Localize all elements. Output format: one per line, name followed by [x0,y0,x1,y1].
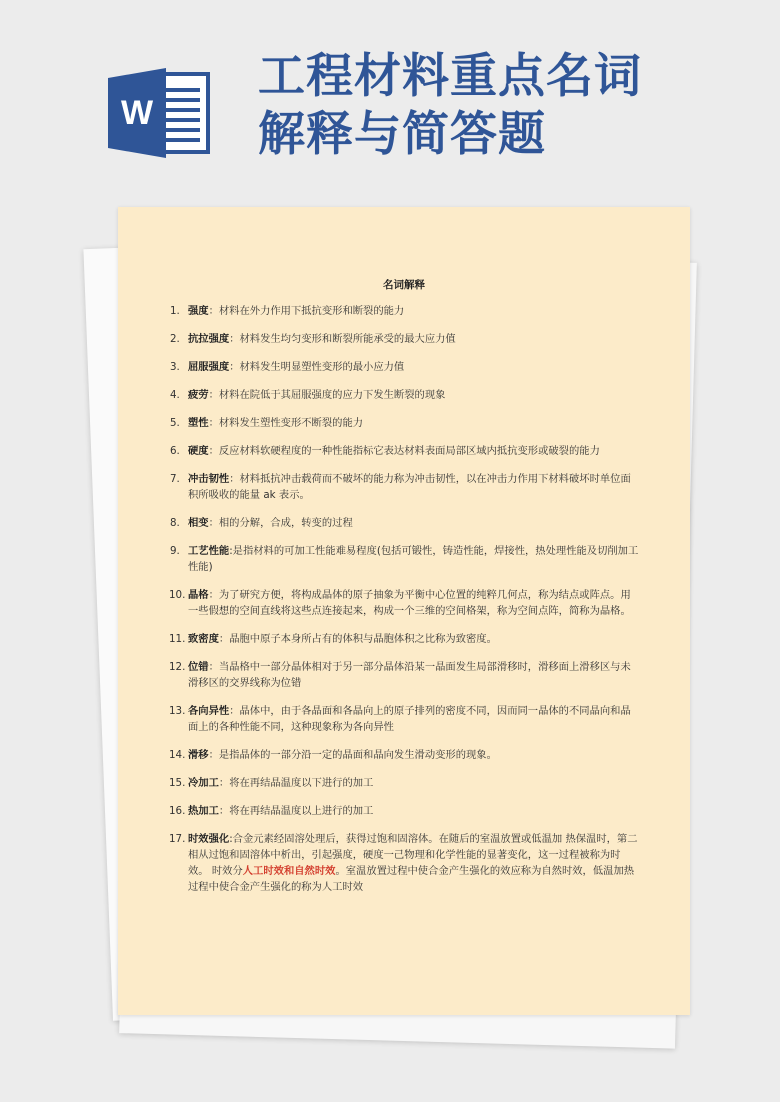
list-item: 5. 塑性：材料发生塑性变形不断裂的能力 [170,417,364,429]
list-item: 1. 强度：材料在外力作用下抵抗变形和断裂的能力 [170,305,405,317]
term-definition: 材料抵抗冲击载荷而不破坏的能力称为冲击韧性，以在冲击力作用下材料破坏时单位面积所吸收的能量 ak 表示。 [188,473,631,501]
term-name: 各向异性 [188,705,230,717]
list-item: 9. 工艺性能:是指材料的可加工性能难易程度(包括可锻性，铸造性能，焊接性，热处理性能及切削加工性能) [170,545,639,573]
term-definition: 当晶格中一部分晶体相对于另一部分晶体沿某一晶面发生局部滑移时，滑移面上滑移区与未滑移区的交界线称为位错 [188,661,631,689]
term-name: 时效强化 [188,833,230,845]
list-item: 3. 屈服强度：材料发生明显塑性变形的最小应力值 [170,361,405,373]
term-name: 强度 [188,305,209,317]
term-definition-cont: 。室温放置过程中使合金产生强化的效应称为自然时效，低温加热过程中使合金产生强化的称为人工时效 [188,865,635,893]
term-name: 冷加工 [188,777,219,789]
term-name: 晶格 [188,589,209,601]
term-name: 位错 [188,661,209,673]
list-item: 12. 位错：当晶格中一部分晶体相对于另一部分晶体沿某一晶面发生局部滑移时，滑移面上滑移区与未滑移区的交界线称为位错 [169,661,631,689]
term-definition: 材料发生均匀变形和断裂所能承受的最大应力值 [239,333,456,345]
term-definition: 为了研究方便，将构成晶体的原子抽象为平衡中心位置的纯粹几何点，称为结点或阵点。用一些假想的空间直线将这些点连接起来，构成一个三维的空间格架，称为空间点阵，简称为晶格。 [188,589,631,617]
term-definition: 是指晶体的一部分沿一定的晶面和晶向发生滑动变形的现象。 [218,749,497,761]
term-name: 塑性 [188,417,209,429]
document-page [118,207,690,1015]
term-definition: 将在再结晶温度以上进行的加工 [229,805,374,817]
list-item: 14. 滑移：是指晶体的一部分沿一定的晶面和晶向发生滑动变形的现象。 [169,749,497,761]
term-definition: 材料发生明显塑性变形的最小应力值 [239,361,405,373]
term-definition: 晶胞中原子本身所占有的体积与晶胞体积之比称为致密度。 [229,633,497,645]
term-name: 屈服强度 [188,361,230,373]
list-item: 15. 冷加工：将在再结晶温度以下进行的加工 [169,777,374,789]
term-name: 冲击韧性 [188,473,230,485]
term-definition: 合金元素经固溶处理后，获得过饱和固溶体。在随后的室温放置或低温加 热保温时，第二相从过饱和固溶体中析出，引起强度，硬度一己物理和化学性能的显著变化，这一过程被称为时效。 时效分 [188,833,638,877]
term-name: 热加工 [188,805,219,817]
list-item: 10. 晶格：为了研究方便，将构成晶体的原子抽象为平衡中心位置的纯粹几何点，称为结点或阵点。用一些假想的空间直线将这些点连接起来，构成一个三维的空间格架，称为空间点阵，简称为晶格。 [169,589,631,617]
document-heading: 名词解释 [383,279,425,291]
term-list [170,303,640,907]
term-name: 滑移 [188,749,209,761]
term-definition: 是指材料的可加工性能难易程度(包括可锻性，铸造性能，焊接性，热处理性能及切削加工性能) [188,545,639,573]
term-definition: 将在再结晶温度以下进行的加工 [229,777,374,789]
term-definition: 材料在院低于其屈服强度的应力下发生断裂的现象 [218,389,446,401]
term-definition: 晶体中，由于各晶面和各晶向上的原子排列的密度不同，因而同一晶体的不同晶向和晶面上的各种性能不同，这种现象称为各向异性 [188,705,631,733]
term-name: 致密度 [188,633,219,645]
list-item: 7. 冲击韧性：材料抵抗冲击载荷而不破坏的能力称为冲击韧性，以在冲击力作用下材料破坏时单位面积所吸收的能量 ak 表示。 [170,473,631,501]
word-app-icon [108,68,210,158]
list-item: 11. 致密度：晶胞中原子本身所占有的体积与晶胞体积之比称为致密度。 [169,633,497,645]
list-item: 8. 相变：相的分解，合成，转变的过程 [170,517,353,529]
term-name: 疲劳 [188,389,209,401]
list-item: 13. 各向异性：晶体中，由于各晶面和各晶向上的原子排列的密度不同，因而同一晶体的不同晶向和晶面上的各种性能不同，这种现象称为各向异性 [169,705,631,733]
list-item: 16. 热加工：将在再结晶温度以上进行的加工 [169,805,374,817]
list-item: 6. 硬度：反应材料软硬程度的一种性能指标它表达材料表面局部区域内抵抗变形或破裂的能力 [170,445,600,457]
list-item: 2. 抗拉强度：材料发生均匀变形和断裂所能承受的最大应力值 [170,333,456,345]
term-definition: 反应材料软硬程度的一种性能指标它表达材料表面局部区域内抵抗变形或破裂的能力 [218,445,600,457]
highlighted-text: 人工时效和自然时效 [242,865,336,877]
title-line-2: 解释与简答题 [258,107,546,162]
logo-letter: W [120,94,154,132]
term-definition: 相的分解，合成，转变的过程 [218,517,353,529]
term-name: 工艺性能 [188,545,230,557]
title-line-1: 工程材料重点名词 [258,49,642,104]
term-name: 相变 [188,517,209,529]
list-item: 17. 时效强化:合金元素经固溶处理后，获得过饱和固溶体。在随后的室温放置或低温加 热保温时，第二相从过饱和固溶体中析出，引起强度，硬度一己物理和化学性能的显著变化，这一过程被称为时效。 时效分人工时效和自然时效。室温放置过程中使合金产生强化的效应称为自然时效，低温加热过程中使合金产生强化的称为人工时效 [169,833,638,893]
term-name: 抗拉强度 [188,333,230,345]
term-definition: 材料发生塑性变形不断裂的能力 [218,417,364,429]
page-title [258,48,642,164]
term-name: 硬度 [188,445,209,457]
term-definition: 材料在外力作用下抵抗变形和断裂的能力 [218,305,405,317]
list-item: 4. 疲劳：材料在院低于其屈服强度的应力下发生断裂的现象 [170,389,446,401]
